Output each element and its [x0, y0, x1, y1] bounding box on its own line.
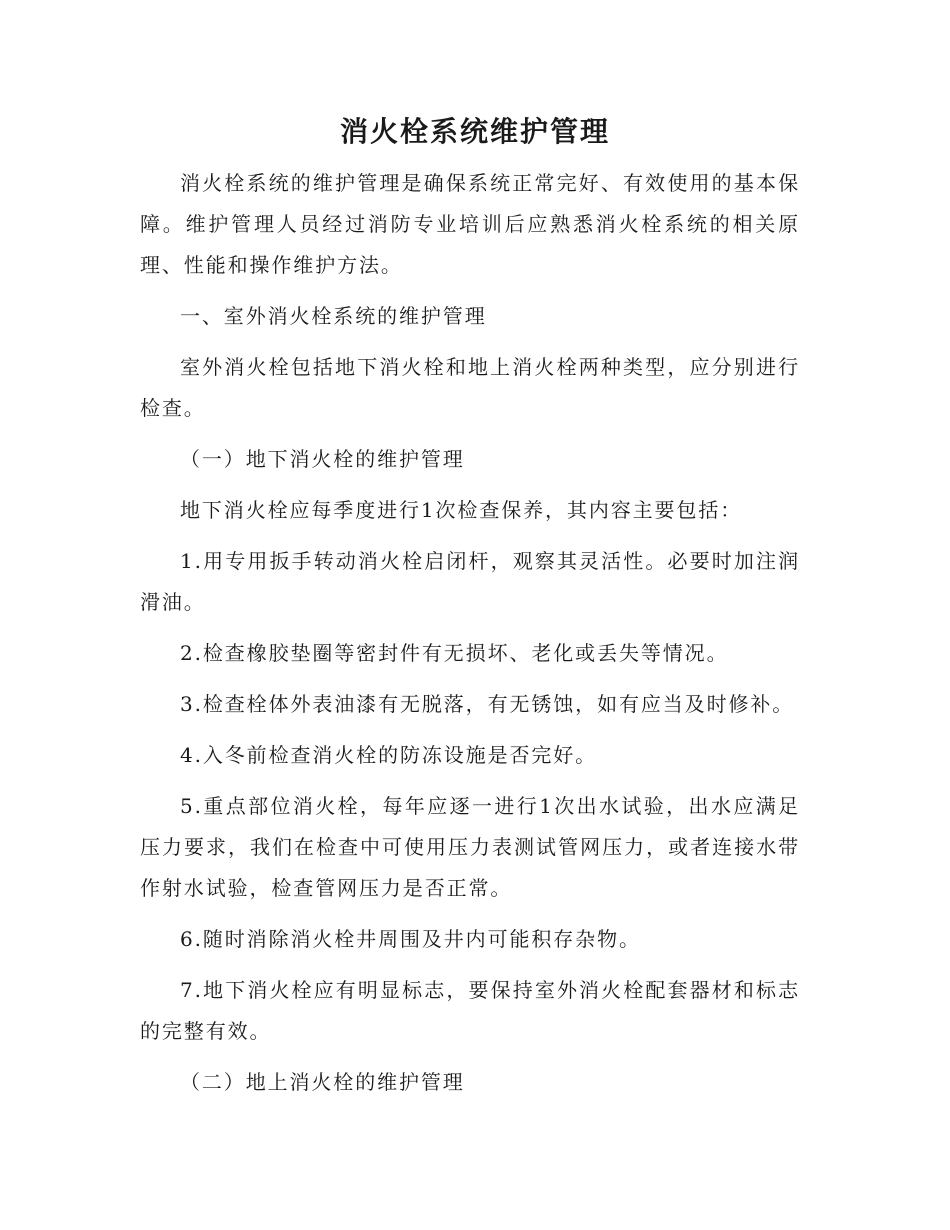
subsection-heading-aboveground: （二）地上消火栓的维护管理 [180, 1070, 465, 1094]
intro-paragraph: 消火栓系统的维护管理是确保系统正常完好、有效使用的基本保障。维护管理人员经过消防专业培训后应熟悉消火栓系统的相关原理、性能和操作维护方法。 [140, 171, 800, 277]
list-item-6: 6.随时消除消火栓井周围及井内可能积存杂物。 [180, 927, 641, 951]
paragraph-underground-schedule: 地下消火栓应每季度进行1次检查保养，其内容主要包括： [180, 498, 743, 522]
list-item-1: 1.用专用扳手转动消火栓启闭杆，观察其灵活性。必要时加注润滑油。 [140, 549, 800, 614]
section-heading-outdoor: 一、室外消火栓系统的维护管理 [180, 304, 487, 328]
document-title: 消火栓系统维护管理 [339, 115, 610, 148]
list-item-5: 5.重点部位消火栓，每年应逐一进行1次出水试验，出水应满足压力要求，我们在检查中可使用压力表测试管网压力，或者连接水带作射水试验，检查管网压力是否正常。 [140, 794, 800, 900]
list-item-7: 7.地下消火栓应有明显标志，要保持室外消火栓配套器材和标志的完整有效。 [140, 978, 800, 1043]
list-item-4: 4.入冬前检查消火栓的防冻设施是否完好。 [180, 743, 598, 767]
subsection-heading-underground: （一）地下消火栓的维护管理 [180, 447, 465, 471]
list-item-3: 3.检查栓体外表油漆有无脱落，有无锈蚀，如有应当及时修补。 [180, 692, 795, 716]
list-item-2: 2.检查橡胶垫圈等密封件有无损坏、老化或丢失等情况。 [180, 641, 729, 665]
paragraph-outdoor-types: 室外消火栓包括地下消火栓和地上消火栓两种类型，应分别进行检查。 [140, 355, 800, 420]
document-body [140, 163, 800, 1103]
